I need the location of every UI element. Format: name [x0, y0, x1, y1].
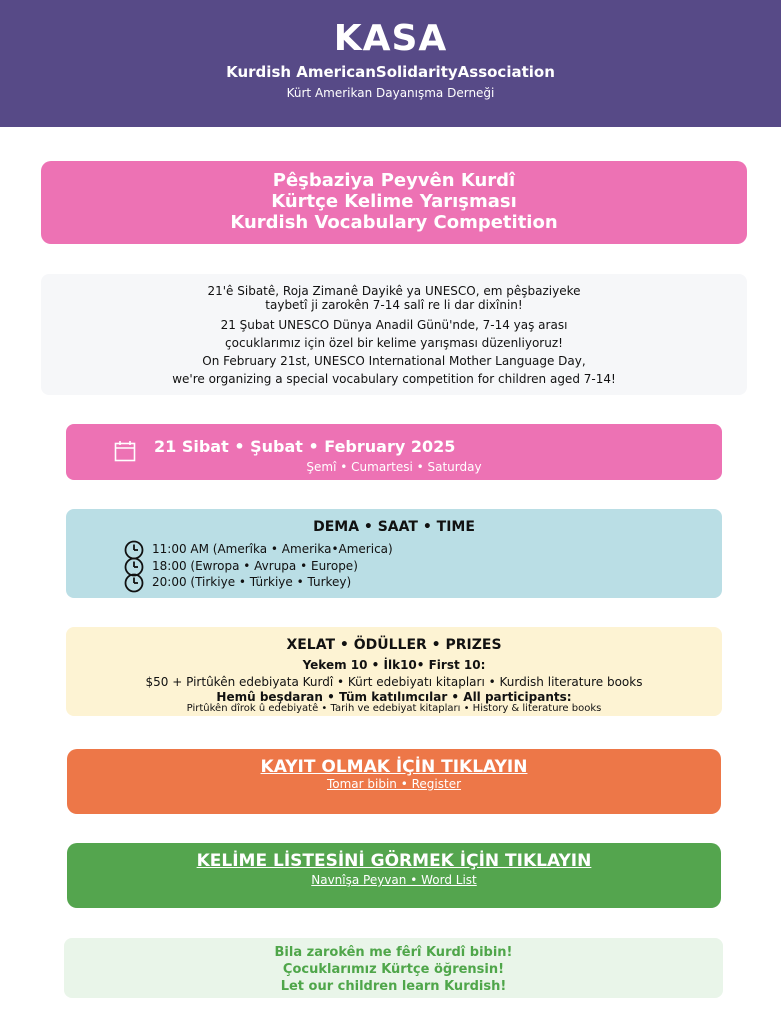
calendar-icon	[114, 440, 136, 462]
prizes-top10-heading: Yekem 10 • İlk10• First 10:	[302, 658, 486, 672]
time-america: 11:00 AM (Amerîka • Amerika•America)	[152, 542, 393, 556]
footer-slogan	[64, 938, 723, 998]
title-turkish: Kürtçe Kelime Yarışması	[271, 191, 517, 212]
intro-kurdish-line1: 21'ê Sibatê, Roja Zimanê Dayikê ya UNESCO, em pêşbaziyeke	[207, 284, 581, 298]
word-list-sub-link[interactable]: Navnîşa Peyvan • Word List	[311, 873, 477, 887]
intro-turkish-line2: çocuklarımız için özel bir kelime yarışması düzenliyoruz!	[225, 336, 563, 350]
time-section	[66, 509, 722, 598]
org-name-turkish: Kürt Amerikan Dayanışma Derneği	[286, 86, 495, 100]
time-turkey: 20:00 (Tirkiye • Türkiye • Turkey)	[152, 575, 352, 589]
time-europe: 18:00 (Ewropa • Avrupa • Europe)	[152, 559, 358, 573]
prizes-top10-detail: $50 + Pirtûkên edebiyata Kurdî • Kürt edebiyatı kitapları • Kurdish literature books	[145, 675, 643, 689]
slogan-english: Let our children learn Kurdish!	[280, 979, 507, 994]
prizes-all-detail: Pirtûkên dîrok û edebiyatê • Tarih ve edebiyat kitapları • History & literature books	[186, 703, 602, 714]
slogan-turkish: Çocuklarımız Kürtçe öğrensin!	[282, 962, 505, 977]
logo-text: KASA	[333, 18, 448, 59]
word-list-button[interactable]	[67, 843, 721, 908]
event-weekday: Şemî • Cumartesi • Saturday	[306, 460, 482, 474]
intro-kurdish-line2: taybetî ji zarokên 7-14 salî re li dar dixînin!	[265, 298, 523, 312]
time-title: DEMA • SAAT • TIME	[313, 519, 475, 535]
intro-english-line1: On February 21st, UNESCO International Mother Language Day,	[202, 354, 586, 368]
title-english: Kurdish Vocabulary Competition	[230, 212, 558, 233]
intro-turkish-line1: 21 Şubat UNESCO Dünya Anadil Günü'nde, 7-14 yaş arası	[220, 318, 568, 332]
clock-icon	[124, 573, 144, 593]
prizes-title: XELAT • ÖDÜLLER • PRIZES	[286, 637, 502, 653]
org-name-english: Kurdish AmericanSolidarityAssociation	[226, 63, 555, 81]
intro-english-line2: we're organizing a special vocabulary competition for children aged 7-14!	[172, 372, 616, 386]
register-link[interactable]: KAYIT OLMAK İÇİN TIKLAYIN	[260, 757, 528, 777]
header	[0, 0, 781, 127]
register-button[interactable]	[67, 749, 721, 814]
prizes-all-heading: Hemû beşdaran • Tüm katılımcılar • All participants:	[216, 690, 572, 704]
register-sub-link[interactable]: Tomar bibin • Register	[326, 777, 462, 791]
competition-title-banner	[41, 161, 747, 244]
slogan-kurdish: Bila zarokên me fêrî Kurdî bibin!	[274, 945, 513, 960]
event-date: 21 Sibat • Şubat • February 2025	[154, 437, 456, 456]
word-list-link[interactable]: KELİME LİSTESİNİ GÖRMEK İÇİN TIKLAYIN	[196, 851, 592, 871]
title-kurdish: Pêşbaziya Peyvên Kurdî	[272, 170, 516, 191]
prizes-section	[66, 627, 722, 716]
intro-description	[41, 274, 747, 395]
date-banner	[66, 424, 722, 480]
